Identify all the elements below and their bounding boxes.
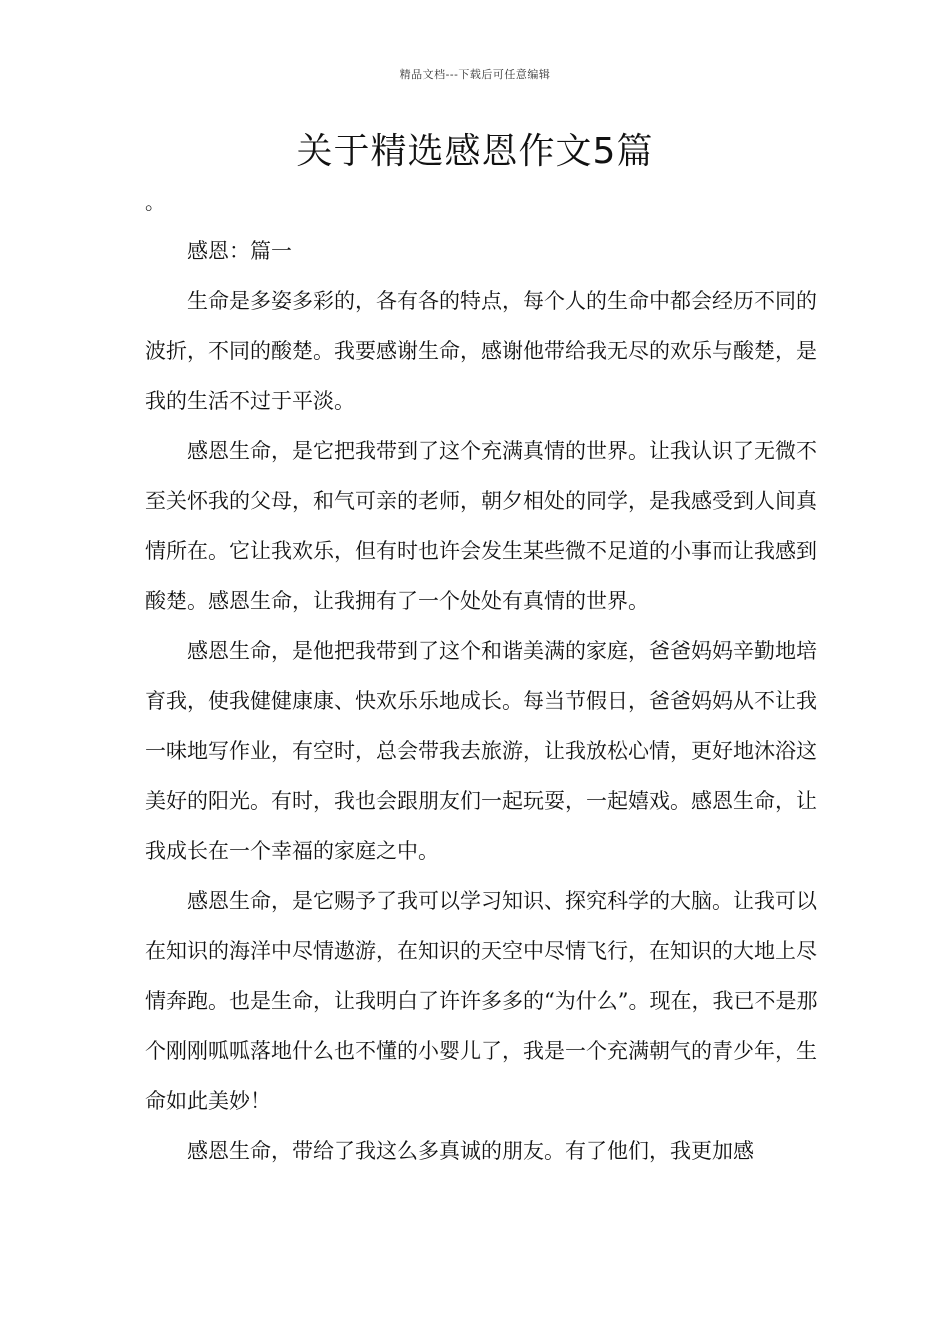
paragraph-2: 感恩生命，是它把我带到了这个充满真情的世界。让我认识了无微不至关怀我的父母，和气可亲的老师，朝夕相处的同学，是我感受到人间真情所在。它让我欢乐，但有时也许会发生某些微不足道的小事而让我感到酸楚。感恩生命，让我拥有了一个处处有真情的世界。: [145, 439, 817, 613]
paragraph-3: 感恩生命，是他把我带到了这个和谐美满的家庭，爸爸妈妈辛勤地培育我，使我健健康康、快欢乐乐地成长。每当节假日，爸爸妈妈从不让我一味地写作业，有空时，总会带我去旅游，让我放松心情，更好地沐浴这美好的阳光。有时，我也会跟朋友们一起玩耍，一起嬉戏。感恩生命，让我成长在一个幸福的家庭之中。: [145, 639, 817, 863]
document-body: [145, 226, 820, 1176]
leading-mark: 。: [145, 190, 165, 214]
section-heading: 感恩：篇一: [187, 239, 292, 263]
document-title: 关于精选感恩作文5篇: [296, 131, 654, 172]
header-note: 精品文档---下载后可任意编辑: [399, 68, 551, 81]
paragraph-4: 感恩生命，是它赐予了我可以学习知识、探究科学的大脑。让我可以在知识的海洋中尽情遨游，在知识的天空中尽情飞行，在知识的大地上尽情奔跑。也是生命，让我明白了许许多多的“为什么”。现在，我已不是那个刚刚呱呱落地什么也不懂的小婴儿了，我是一个充满朝气的青少年，生命如此美妙！: [145, 889, 818, 1113]
paragraph-1: 生命是多姿多彩的，各有各的特点，每个人的生命中都会经历不同的波折，不同的酸楚。我要感谢生命，感谢他带给我无尽的欢乐与酸楚，是我的生活不过于平淡。: [145, 289, 817, 413]
paragraph-5: 感恩生命，带给了我这么多真诚的朋友。有了他们，我更加感: [187, 1139, 754, 1163]
